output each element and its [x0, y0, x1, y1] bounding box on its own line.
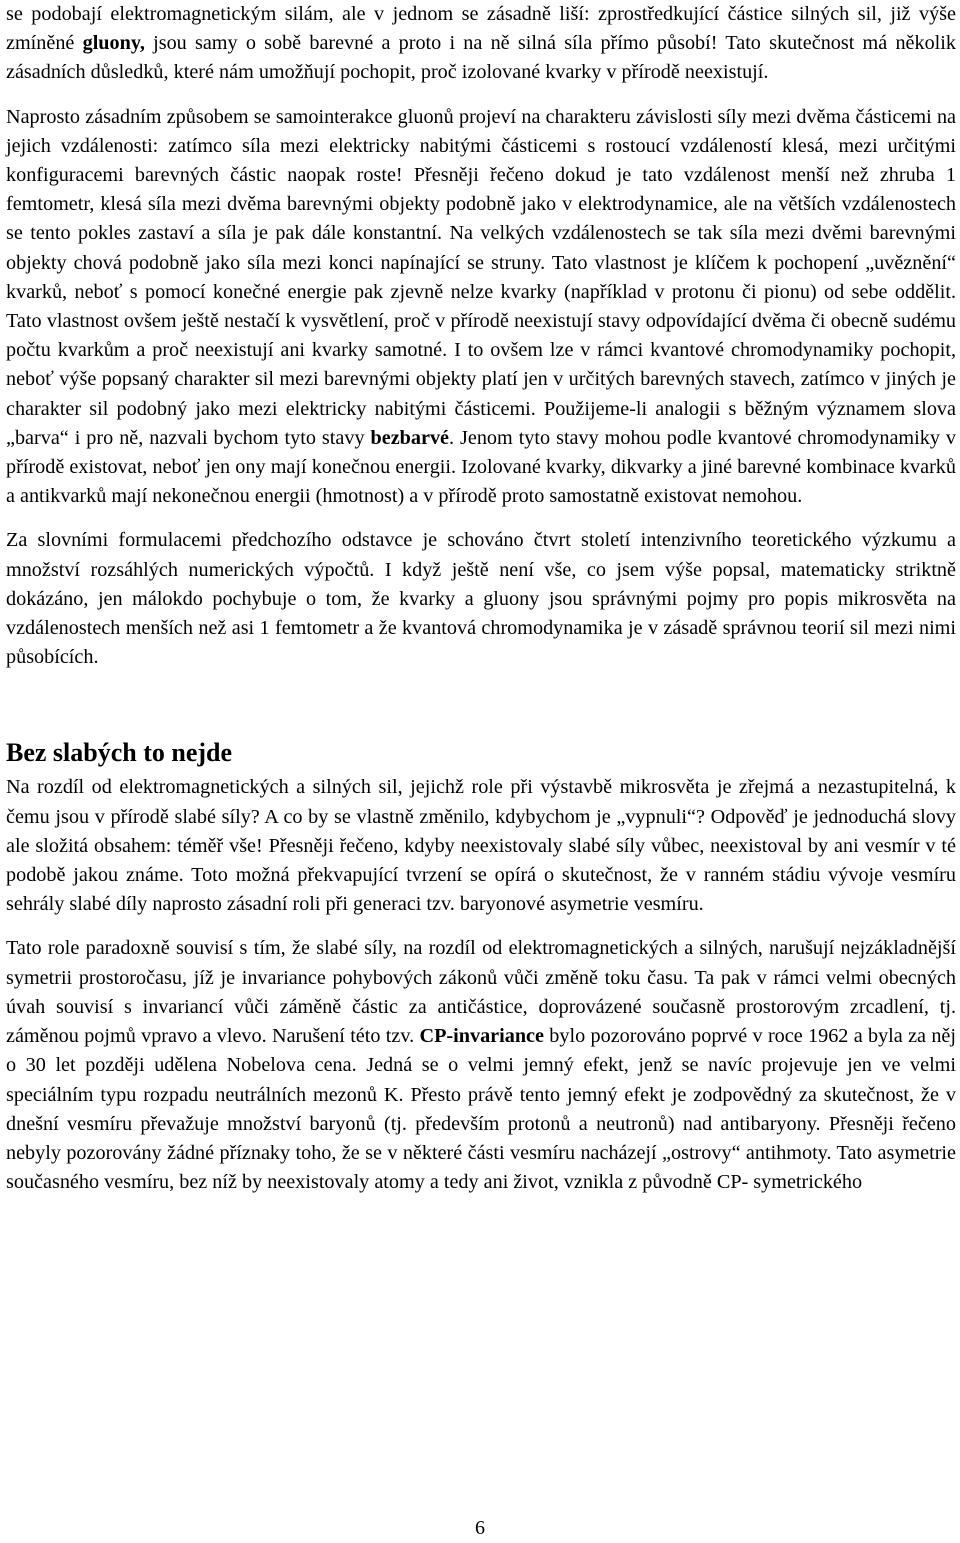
term-gluony: gluony,: [82, 32, 145, 55]
paragraph-5-text-b: bylo pozorováno poprvé v roce 1962 a byla za něj o 30 let později udělena Nobelova cena. Jedná se o velmi jemný efekt, jenž se navíc projevuje jen ve velmi speciálním typu rozpadu neutrálních mezonů K. Přesto právě tento jemný efekt je zodpovědný za skutečnost, že v dnešní vesmíru převažuje množství baryonů (tj. především protonů a neutronů) nad antibaryony. Přesněji řečeno nebyly pozorovány žádné příznaky toho, že se v některé části vesmíru nacházejí „ostrovy“ antihmoty. Tato asymetrie současného vesmíru, bez níž by neexistovaly atomy a tedy ani život, vznikla z původně CP- symetrického: [6, 1025, 956, 1194]
document-page: [6, 0, 956, 1197]
paragraph-4-text: Na rozdíl od elektromagnetických a silných sil, jejichž role při výstavbě mikrosvěta je zřejmá a nezastupitelná, k čemu jsou v přírodě slabé síly? A co by se vlastně změnilo, kdybychom je „vypnuli“? Odpověď je jednoduchá slovy ale složitá obsahem: téměř vše! Přesněji řečeno, kdyby neexistovaly slabé síly vůbec, neexistoval by ani vesmír v té podobě jakou známe. Toto možná překvapující tvrzení se opírá o skutečnost, že v ranném stádiu vývoje vesmíru sehrály slabé díly naprosto zásadní roli při generaci tzv. baryonové asymetrie vesmíru.: [6, 776, 956, 916]
paragraph-3-text: Za slovními formulacemi předchozího odstavce je schováno čtvrt století intenzivního teoretického výzkumu a množství rozsáhlých numerických výpočtů. I když ještě není vše, co jsem výše popsal, matematicky striktně dokázáno, jen málokdo pochybuje o tom, že kvarky a gluony jsou správnými pojmy pro popis mikrosvěta na vzdálenostech menších než asi 1 femtometr a že kvantová chromodynamika je v zásadě správnou teorií sil mezi nimi působících.: [6, 529, 956, 669]
paragraph-2: [6, 103, 956, 512]
paragraph-1: [6, 0, 956, 88]
paragraph-2-text-b: Přesněji řečeno dokud je tato vzdálenost menší než zhruba 1 femtometr, klesá síla mezi dvěma barevnými objekty podobně jako v elektrodynamice, ale na větších vzdálenostech se tento pokles zastaví a síla je pak dále konstantní. Na velkých vzdálenostech se tak síla mezi dvěmi barevnými objekty chová podobně jako síla mezi konci napínající se struny. Tato vlastnost je klíčem k pochopení „uvěznění“ kvarků, neboť s pomocí konečné energie pak zjevně nelze kvarky (například v protonu či pionu) od sebe oddělit. Tato vlastnost ovšem ještě nestačí k vysvětlení, proč v přírodě neexistují stavy odpovídající dvěma či obecně sudému počtu kvarkům a proč neexistují ani kvarky samotné. I to ovšem lze v rámci kvantové chromodynamiky pochopit, neboť výše popsaný charakter sil mezi barevnými objekty platí jen v určitých barevných stavech, zatímco v jiných je charakter sil podobný jako mezi elektricky nabitými částicemi. Použijeme-li analogii s běžným významem slova „barva“ i pro ně, nazvali bychom tyto stavy: [6, 164, 956, 449]
paragraph-2-text-c: . Jenom tyto stavy mohou podle kvantové chromodynamiky v přírodě existovat, neboť jen ony mají konečnou energii. Izolované kvarky, dikvarky a jiné barevné kombinace kvarků a antikvarků mají nekonečnou energii (hmotnost) a v přírodě proto samostatně existovat nemohou.: [6, 426, 956, 508]
paragraph-5: [6, 934, 956, 1197]
paragraph-3: [6, 526, 956, 672]
page-number: 6: [475, 1517, 485, 1539]
paragraph-4: [6, 773, 956, 919]
paragraph-1-text-b: jsou samy o sobě barevné a proto i na ně silná síla přímo působí! Tato skutečnost má několik zásadních důsledků, které nám umožňují pochopit, proč izolované kvarky v přírodě neexistují.: [6, 32, 956, 84]
term-bezbarve: bezbarvé: [370, 426, 449, 449]
paragraph-5-text-a: Tato role paradoxně souvisí s tím, že slabé síly, na rozdíl od elektromagnetických a silných, narušují nejzákladnější symetrii prostoročasu, jíž je invariance pohybových zákonů vůči změně toku času. Ta pak v rámci velmi obecných úvah souvisí s invariancí vůči záměně částic za antičástice, doprovázené současně prostorovým zrcadlení, tj. záměnou pojmů vpravo a vlevo. Narušení této tzv.: [6, 937, 956, 1048]
term-cp-invariance: CP-invariance: [419, 1025, 544, 1048]
paragraph-2-text-a: Naprosto zásadním způsobem se samointerakce gluonů projeví na charakteru závislosti síly mezi dvěma částicemi na jejich vzdálenosti: zatímco síla mezi elektricky nabitými částicemi s rostoucí vzdáleností klesá, mezi určitými konfiguracemi barevných částic naopak roste!: [6, 105, 956, 187]
paragraph-1-text-a: se podobají elektromagnetickým silám, ale v jednom se zásadně liší: zprostředkující částice silných sil, již výše zmíněné: [6, 3, 956, 55]
section-heading: Bez slabých to nejde: [6, 738, 233, 768]
